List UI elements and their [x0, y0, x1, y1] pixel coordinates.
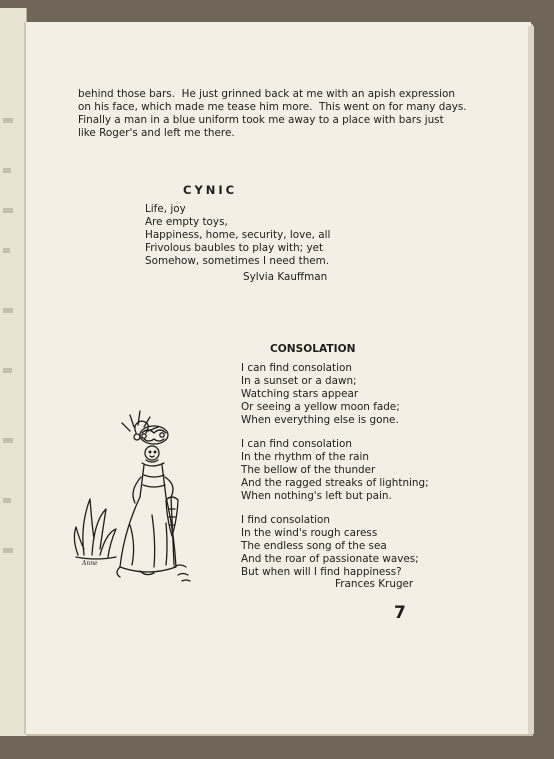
consolation-line: And the roar of passionate waves; — [241, 553, 419, 565]
consolation-line: But when will I find happiness? — [241, 566, 402, 578]
consolation-line: Or seeing a yellow moon fade; — [241, 401, 400, 413]
bleed-through-mark — [3, 438, 13, 443]
intro-line: on his face, which made me tease him more. This went on for many days. — [78, 101, 467, 113]
consolation-line: The endless song of the sea — [241, 540, 387, 552]
cynic-line: Life, joy — [145, 203, 186, 215]
page-number: 7 — [394, 603, 406, 623]
cynic-title: CYNIC — [183, 183, 238, 197]
consolation-author: Frances Kruger — [335, 578, 414, 590]
intro-line: behind those bars. He just grinned back at me with an apish expression — [78, 88, 455, 100]
left-page-edge — [0, 8, 27, 736]
bleed-through-mark — [3, 498, 11, 503]
intro-line: Finally a man in a blue uniform took me away to a place with bars just — [78, 114, 444, 126]
page-edge — [528, 26, 534, 734]
consolation-title: CONSOLATION — [270, 343, 356, 355]
consolation-line: I find consolation — [241, 514, 330, 526]
bleed-through-mark — [3, 368, 12, 373]
cynic-line: Happiness, home, security, love, all — [145, 229, 331, 241]
consolation-line: When nothing's left but pain. — [241, 490, 392, 502]
consolation-line: The bellow of the thunder — [241, 464, 376, 476]
bleed-through-mark — [3, 308, 13, 313]
cynic-line: Frivolous baubles to play with; yet — [145, 242, 324, 254]
bleed-through-mark — [3, 168, 11, 173]
cynic-line: Somehow, sometimes I need them. — [145, 255, 330, 267]
consolation-line: In the rhythm of the rain — [241, 451, 370, 463]
consolation-line: In a sunset or a dawn; — [241, 375, 357, 387]
bleed-through-mark — [3, 208, 13, 213]
bleed-through-mark — [3, 118, 13, 123]
consolation-line: When everything else is gone. — [241, 414, 399, 426]
intro-line: like Roger's and left me there. — [78, 127, 235, 139]
artist-signature: Anne — [82, 560, 98, 567]
bleed-through-mark — [3, 548, 13, 553]
consolation-line: And the ragged streaks of lightning; — [241, 477, 429, 489]
consolation-line: In the wind's rough caress — [241, 527, 378, 539]
cynic-author: Sylvia Kauffman — [243, 271, 328, 283]
woman-with-flower-hat-drawing — [70, 405, 210, 590]
bleed-through-mark — [3, 248, 10, 253]
cynic-line: Are empty toys, — [145, 216, 228, 228]
consolation-line: Watching stars appear — [241, 388, 359, 400]
consolation-line: I can find consolation — [241, 438, 352, 450]
consolation-line: I can find consolation — [241, 362, 352, 374]
